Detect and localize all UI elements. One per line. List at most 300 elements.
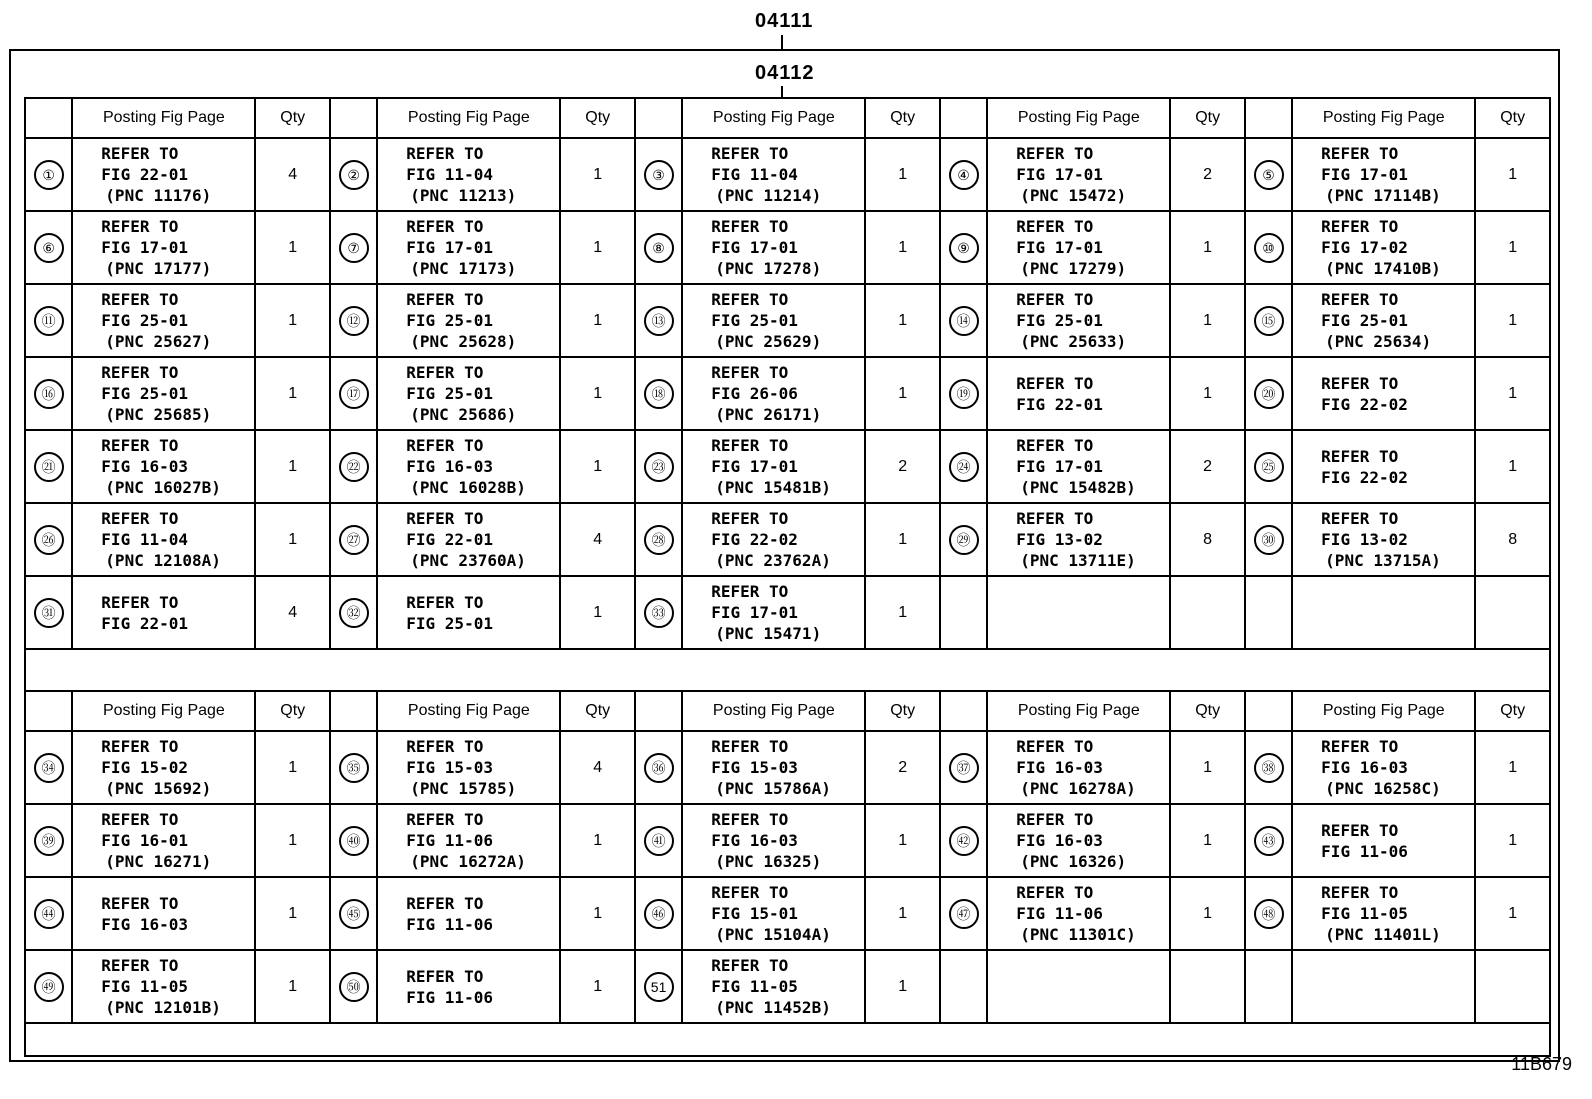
quantity: 1	[1475, 357, 1550, 430]
header-posting-fig-page: Posting Fig Page	[377, 691, 560, 731]
quantity: 1	[865, 284, 939, 357]
quantity: 1	[560, 357, 634, 430]
item-number	[635, 211, 682, 284]
fig-number: FIG 17-01	[1016, 457, 1103, 476]
quantity	[1475, 950, 1550, 1023]
fig-number: FIG 11-04	[101, 530, 188, 549]
refer-to-text: REFER TO	[711, 956, 789, 975]
pnc-number: (PNC 16272A)	[410, 852, 526, 871]
fig-number: FIG 25-01	[1321, 311, 1408, 330]
refer-to-text: REFER TO	[1016, 883, 1094, 902]
posting-fig-reference	[72, 357, 255, 430]
item-number-circle: ⑦	[339, 233, 369, 263]
item-number	[330, 430, 377, 503]
item-number	[940, 576, 987, 649]
refer-to-text: REFER TO	[1321, 217, 1399, 236]
fig-number: FIG 17-01	[101, 238, 188, 257]
item-number	[635, 731, 682, 804]
fig-number: FIG 17-01	[711, 603, 798, 622]
posting-fig-reference	[682, 731, 865, 804]
fig-number: FIG 11-06	[1321, 841, 1408, 861]
quantity: 1	[1170, 284, 1244, 357]
table-row	[25, 284, 1550, 357]
item-number	[330, 950, 377, 1023]
quantity: 1	[255, 211, 329, 284]
posting-fig-reference	[682, 357, 865, 430]
fig-number: FIG 17-01	[711, 457, 798, 476]
posting-fig-reference	[987, 877, 1170, 950]
quantity: 4	[255, 138, 329, 211]
posting-fig-reference	[682, 877, 865, 950]
posting-fig-reference	[1292, 503, 1475, 576]
quantity: 1	[255, 804, 329, 877]
quantity: 1	[1170, 211, 1244, 284]
posting-fig-reference	[377, 284, 560, 357]
fig-number: FIG 11-06	[406, 914, 493, 934]
item-number	[330, 731, 377, 804]
posting-fig-reference	[987, 576, 1170, 649]
pnc-number: (PNC 12101B)	[105, 998, 221, 1017]
item-number-circle: ⑰	[339, 379, 369, 409]
quantity: 2	[865, 731, 939, 804]
posting-fig-reference	[1292, 284, 1475, 357]
item-number	[25, 877, 72, 950]
pnc-number: (PNC 11452B)	[715, 998, 831, 1017]
item-number-circle: ㉗	[339, 525, 369, 555]
refer-to-text: REFER TO	[1321, 373, 1399, 393]
header-posting-fig-page: Posting Fig Page	[987, 98, 1170, 138]
refer-to-text: REFER TO	[406, 363, 484, 382]
item-number-circle: ⑱	[644, 379, 674, 409]
posting-fig-reference	[987, 284, 1170, 357]
item-number	[1245, 804, 1292, 877]
item-number	[25, 284, 72, 357]
fig-number: FIG 22-01	[101, 165, 188, 184]
item-number	[1245, 357, 1292, 430]
item-number	[1245, 284, 1292, 357]
fig-number: FIG 11-06	[406, 987, 493, 1007]
item-number-circle: ㉝	[644, 598, 674, 628]
header-posting-fig-page: Posting Fig Page	[682, 691, 865, 731]
quantity: 1	[560, 430, 634, 503]
item-number-circle: 51	[644, 972, 674, 1002]
item-number-circle: ㊵	[339, 826, 369, 856]
quantity: 1	[1475, 284, 1550, 357]
item-number-circle: ⑫	[339, 306, 369, 336]
table-row	[25, 357, 1550, 430]
refer-to-text: REFER TO	[101, 144, 179, 163]
quantity: 1	[255, 731, 329, 804]
item-number	[940, 430, 987, 503]
quantity: 8	[1475, 503, 1550, 576]
header-blank	[1245, 98, 1292, 138]
item-number	[635, 877, 682, 950]
quantity: 1	[865, 576, 939, 649]
fig-number: FIG 17-01	[711, 238, 798, 257]
refer-to-text: REFER TO	[1321, 144, 1399, 163]
fig-number: FIG 22-02	[1321, 467, 1408, 487]
item-number	[635, 357, 682, 430]
fig-number: FIG 15-02	[101, 758, 188, 777]
quantity: 1	[255, 950, 329, 1023]
refer-to-text: REFER TO	[406, 893, 484, 913]
quantity: 1	[865, 138, 939, 211]
fig-number: FIG 16-03	[1321, 758, 1408, 777]
pnc-number: (PNC 16258C)	[1325, 779, 1441, 798]
posting-fig-reference	[377, 731, 560, 804]
item-number	[1245, 731, 1292, 804]
item-number-circle: ㊾	[34, 972, 64, 1002]
posting-fig-reference	[72, 211, 255, 284]
item-number-circle: ⑭	[949, 306, 979, 336]
posting-fig-reference	[1292, 576, 1475, 649]
refer-to-text: REFER TO	[101, 290, 179, 309]
refer-to-text: REFER TO	[711, 436, 789, 455]
refer-to-text: REFER TO	[711, 810, 789, 829]
item-number	[940, 211, 987, 284]
item-number	[940, 877, 987, 950]
pnc-number: (PNC 11214)	[715, 186, 822, 205]
fig-number: FIG 15-03	[711, 758, 798, 777]
refer-to-text: REFER TO	[101, 956, 179, 975]
fig-number: FIG 11-05	[101, 977, 188, 996]
pnc-number: (PNC 15692)	[105, 779, 212, 798]
pnc-number: (PNC 17278)	[715, 259, 822, 278]
fig-number: FIG 22-01	[1016, 394, 1103, 414]
item-number	[330, 576, 377, 649]
refer-to-text: REFER TO	[711, 509, 789, 528]
refer-to-text: REFER TO	[406, 966, 484, 986]
item-number-circle: ㉓	[644, 452, 674, 482]
refer-to-text: REFER TO	[1321, 509, 1399, 528]
pnc-number: (PNC 17279)	[1020, 259, 1127, 278]
item-number	[940, 138, 987, 211]
item-number-circle: ⑨	[949, 233, 979, 263]
refer-to-text: REFER TO	[406, 436, 484, 455]
quantity: 1	[255, 877, 329, 950]
fig-number: FIG 17-01	[406, 238, 493, 257]
fig-number: FIG 25-01	[406, 311, 493, 330]
table-row	[25, 731, 1550, 804]
quantity: 1	[560, 877, 634, 950]
header-posting-fig-page: Posting Fig Page	[1292, 691, 1475, 731]
refer-to-text: REFER TO	[1016, 373, 1094, 393]
header-qty: Qty	[865, 98, 939, 138]
pnc-number: (PNC 12108A)	[105, 551, 221, 570]
pnc-number: (PNC 17114B)	[1325, 186, 1441, 205]
item-number	[25, 430, 72, 503]
pnc-number: (PNC 15786A)	[715, 779, 831, 798]
posting-fig-reference	[72, 503, 255, 576]
posting-fig-reference	[377, 430, 560, 503]
item-number-circle: ㉕	[1254, 452, 1284, 482]
item-number-circle: ㉘	[644, 525, 674, 555]
item-number-circle: ㊱	[644, 753, 674, 783]
pnc-number: (PNC 16027B)	[105, 478, 221, 497]
refer-to-text: REFER TO	[1016, 509, 1094, 528]
item-number-circle: ㉔	[949, 452, 979, 482]
posting-fig-reference	[72, 731, 255, 804]
item-number-circle: ㉖	[34, 525, 64, 555]
quantity: 1	[1475, 211, 1550, 284]
fig-number: FIG 11-04	[711, 165, 798, 184]
refer-to-text: REFER TO	[101, 893, 179, 913]
pnc-number: (PNC 17177)	[105, 259, 212, 278]
item-number-circle: ㊴	[34, 826, 64, 856]
parts-table-1	[24, 97, 1551, 650]
posting-fig-reference	[377, 576, 560, 649]
item-number	[940, 357, 987, 430]
pnc-number: (PNC 11213)	[410, 186, 517, 205]
item-number	[1245, 950, 1292, 1023]
header-blank	[940, 691, 987, 731]
table-row	[25, 503, 1550, 576]
posting-fig-reference	[682, 804, 865, 877]
quantity: 1	[255, 284, 329, 357]
item-number	[330, 357, 377, 430]
fig-number: FIG 13-02	[1321, 530, 1408, 549]
header-blank	[1245, 691, 1292, 731]
item-number	[330, 804, 377, 877]
header-blank	[330, 691, 377, 731]
item-number	[330, 138, 377, 211]
quantity: 1	[1475, 877, 1550, 950]
posting-fig-reference	[682, 138, 865, 211]
pnc-number: (PNC 13715A)	[1325, 551, 1441, 570]
header-blank	[940, 98, 987, 138]
header-blank	[635, 98, 682, 138]
table-row	[25, 950, 1550, 1023]
item-number-circle: ㉑	[34, 452, 64, 482]
fig-number: FIG 13-02	[1016, 530, 1103, 549]
header-qty: Qty	[1475, 98, 1550, 138]
refer-to-text: REFER TO	[101, 436, 179, 455]
refer-to-text: REFER TO	[1016, 290, 1094, 309]
posting-fig-reference	[682, 503, 865, 576]
posting-fig-reference	[1292, 138, 1475, 211]
pnc-number: (PNC 16028B)	[410, 478, 526, 497]
refer-to-text: REFER TO	[1016, 217, 1094, 236]
item-number	[1245, 430, 1292, 503]
posting-fig-reference	[72, 576, 255, 649]
item-number-circle: ⑥	[34, 233, 64, 263]
quantity: 1	[255, 430, 329, 503]
item-number-circle: ㊶	[644, 826, 674, 856]
fig-number: FIG 11-05	[1321, 904, 1408, 923]
fig-number: FIG 25-01	[711, 311, 798, 330]
inner-assembly-label: 04112	[755, 62, 815, 84]
table-row	[25, 804, 1550, 877]
fig-number: FIG 16-03	[101, 457, 188, 476]
item-number-circle: ㉛	[34, 598, 64, 628]
quantity: 1	[1475, 138, 1550, 211]
header-blank	[635, 691, 682, 731]
item-number-circle: ㉚	[1254, 525, 1284, 555]
fig-number: FIG 11-04	[406, 165, 493, 184]
refer-to-text: REFER TO	[1016, 810, 1094, 829]
item-number	[330, 503, 377, 576]
fig-number: FIG 17-02	[1321, 238, 1408, 257]
item-number-circle: ㊽	[1254, 899, 1284, 929]
posting-fig-reference	[72, 284, 255, 357]
posting-fig-reference	[682, 284, 865, 357]
pnc-number: (PNC 13711E)	[1020, 551, 1136, 570]
item-number	[635, 138, 682, 211]
pnc-number: (PNC 11176)	[105, 186, 212, 205]
item-number	[1245, 877, 1292, 950]
refer-to-text: REFER TO	[711, 290, 789, 309]
fig-number: FIG 25-01	[406, 384, 493, 403]
refer-to-text: REFER TO	[1321, 290, 1399, 309]
refer-to-text: REFER TO	[711, 737, 789, 756]
item-number	[330, 877, 377, 950]
item-number	[635, 430, 682, 503]
pnc-number: (PNC 15482B)	[1020, 478, 1136, 497]
refer-to-text: REFER TO	[406, 810, 484, 829]
item-number-circle: ㊺	[339, 899, 369, 929]
posting-fig-reference	[1292, 804, 1475, 877]
item-number	[940, 804, 987, 877]
quantity: 8	[1170, 503, 1244, 576]
item-number-circle: ⑪	[34, 306, 64, 336]
posting-fig-reference	[377, 950, 560, 1023]
quantity: 1	[1170, 877, 1244, 950]
item-number-circle: ㊳	[1254, 753, 1284, 783]
fig-number: FIG 17-01	[1016, 238, 1103, 257]
fig-number: FIG 11-05	[711, 977, 798, 996]
refer-to-text: REFER TO	[406, 509, 484, 528]
refer-to-text: REFER TO	[406, 290, 484, 309]
item-number	[635, 503, 682, 576]
posting-fig-reference	[377, 357, 560, 430]
item-number-circle: ㊼	[949, 899, 979, 929]
item-number-circle: ㊿	[339, 972, 369, 1002]
table-row	[25, 877, 1550, 950]
fig-number: FIG 16-03	[1016, 758, 1103, 777]
header-posting-fig-page: Posting Fig Page	[72, 98, 255, 138]
table-row	[25, 138, 1550, 211]
item-number	[25, 138, 72, 211]
posting-fig-reference	[682, 950, 865, 1023]
quantity: 1	[865, 357, 939, 430]
quantity: 1	[1475, 731, 1550, 804]
posting-fig-reference	[1292, 211, 1475, 284]
pnc-number: (PNC 23762A)	[715, 551, 831, 570]
fig-number: FIG 11-06	[406, 831, 493, 850]
pnc-number: (PNC 16271)	[105, 852, 212, 871]
refer-to-text: REFER TO	[406, 737, 484, 756]
item-number-circle: ㉜	[339, 598, 369, 628]
item-number-circle: ⑳	[1254, 379, 1284, 409]
quantity: 1	[865, 503, 939, 576]
pnc-number: (PNC 15785)	[410, 779, 517, 798]
pnc-number: (PNC 25628)	[410, 332, 517, 351]
fig-number: FIG 25-01	[406, 613, 493, 633]
quantity: 1	[560, 138, 634, 211]
posting-fig-reference	[682, 211, 865, 284]
item-number-circle: ㊹	[34, 899, 64, 929]
posting-fig-reference	[987, 430, 1170, 503]
posting-fig-reference	[1292, 430, 1475, 503]
pnc-number: (PNC 16326)	[1020, 852, 1127, 871]
item-number	[940, 284, 987, 357]
item-number-circle: ①	[34, 160, 64, 190]
quantity: 4	[255, 576, 329, 649]
header-posting-fig-page: Posting Fig Page	[987, 691, 1170, 731]
item-number	[635, 576, 682, 649]
fig-number: FIG 15-03	[406, 758, 493, 777]
item-number-circle: ②	[339, 160, 369, 190]
pnc-number: (PNC 15472)	[1020, 186, 1127, 205]
item-number-circle: ㊸	[1254, 826, 1284, 856]
fig-number: FIG 25-01	[101, 311, 188, 330]
refer-to-text: REFER TO	[711, 217, 789, 236]
pnc-number: (PNC 25634)	[1325, 332, 1432, 351]
item-number-circle: ⑤	[1254, 160, 1284, 190]
item-number-circle: ㉞	[34, 753, 64, 783]
fig-number: FIG 22-02	[711, 530, 798, 549]
posting-fig-reference	[987, 211, 1170, 284]
quantity: 4	[560, 731, 634, 804]
header-qty: Qty	[1475, 691, 1550, 731]
header-posting-fig-page: Posting Fig Page	[1292, 98, 1475, 138]
item-number	[25, 731, 72, 804]
item-number-circle: ㊻	[644, 899, 674, 929]
item-number	[635, 950, 682, 1023]
header-blank	[25, 691, 72, 731]
refer-to-text: REFER TO	[1321, 883, 1399, 902]
item-number-circle: ⑩	[1254, 233, 1284, 263]
pnc-number: (PNC 25686)	[410, 405, 517, 424]
posting-fig-reference	[987, 804, 1170, 877]
item-number	[25, 950, 72, 1023]
table-row	[25, 211, 1550, 284]
posting-fig-reference	[1292, 877, 1475, 950]
figure-code: 11B679	[1511, 1054, 1572, 1074]
quantity: 1	[560, 576, 634, 649]
refer-to-text: REFER TO	[101, 217, 179, 236]
refer-to-text: REFER TO	[711, 883, 789, 902]
refer-to-text: REFER TO	[406, 217, 484, 236]
item-number	[940, 731, 987, 804]
refer-to-text: REFER TO	[406, 144, 484, 163]
pnc-number: (PNC 23760A)	[410, 551, 526, 570]
item-number	[635, 284, 682, 357]
table-row	[25, 576, 1550, 649]
header-blank	[25, 98, 72, 138]
quantity: 1	[865, 877, 939, 950]
header-qty: Qty	[1170, 691, 1244, 731]
item-number-circle: ㉙	[949, 525, 979, 555]
item-number-circle: ⑮	[1254, 306, 1284, 336]
pnc-number: (PNC 25685)	[105, 405, 212, 424]
item-number-circle: ㊲	[949, 753, 979, 783]
item-number-circle: ⑬	[644, 306, 674, 336]
posting-fig-reference	[987, 357, 1170, 430]
fig-number: FIG 25-01	[1016, 311, 1103, 330]
parts-table-2	[24, 690, 1551, 1024]
posting-fig-reference	[987, 138, 1170, 211]
header-posting-fig-page: Posting Fig Page	[72, 691, 255, 731]
quantity: 1	[865, 804, 939, 877]
posting-fig-reference	[682, 576, 865, 649]
outer-assembly-label: 04111	[755, 10, 814, 32]
pnc-number: (PNC 15471)	[715, 624, 822, 643]
quantity: 1	[560, 211, 634, 284]
header-posting-fig-page: Posting Fig Page	[377, 98, 560, 138]
quantity: 1	[1475, 430, 1550, 503]
item-number	[1245, 576, 1292, 649]
